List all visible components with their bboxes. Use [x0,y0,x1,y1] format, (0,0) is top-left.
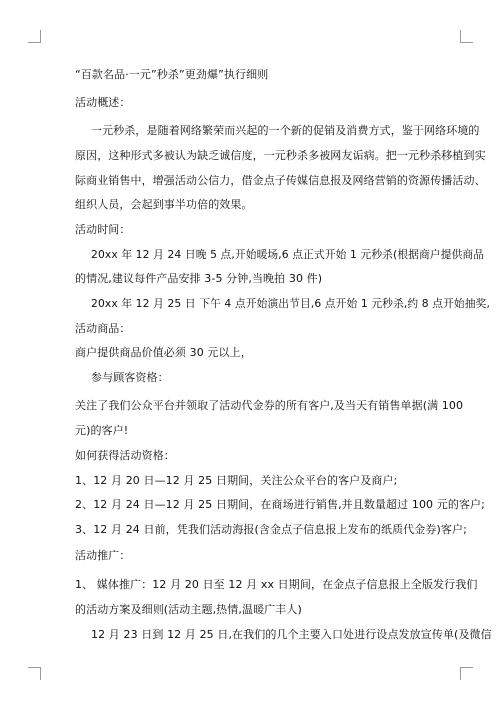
crop-mark-top-right [460,30,473,43]
customer-line: 元)的客户! [75,424,129,437]
goods-text: 商户提供商品价值必须 30 元以上， [75,346,252,359]
customer-heading: 参与顾客资格： [91,371,169,384]
how-heading: 如何获得活动资格： [75,449,175,462]
time-item-line: 的情况,建议每件产品安排 3-5 分钟,当晚拍 30 件) [75,272,323,285]
promo-item-line: 1、 媒体推广：12 月 20 日至 12 月 xx 日期间，在金点子信息报上全版发行我们 [75,578,478,591]
goods-heading: 活动商品： [75,322,131,335]
customer-line: 关注了我们公众平台并领取了活动代金券的所有客户,及当天有销售单据(满 100 [75,399,464,412]
time-heading: 活动时间： [75,223,131,236]
time-item-line: 20xx 年 12 月 25 日 下午 4 点开始演出节目,6 点开始 1 元秒杀,约 8 点开始抽奖, [91,297,490,310]
crop-mark-bottom-left [28,667,41,680]
how-item: 2、12 月 24 日—12 月 25 日期间，在商场进行销售,并且数量超过 100 元的客户; [75,498,485,511]
how-item: 1、12 月 20 日—12 月 25 日期间，关注公众平台的客户及商户; [75,474,398,487]
overview-heading: 活动概述： [75,96,131,109]
crop-mark-top-left [28,30,41,43]
promo-item-line: 12 月 23 日到 12 月 25 日,在我们的几个主要入口处进行设点发放宣传单(及微信 [91,628,492,641]
crop-mark-bottom-right [460,667,473,680]
promo-item-line: 的活动方案及细则(活动主题,热情,温暖广丰人) [75,603,302,616]
time-item-line: 20xx 年 12 月 24 日晚 5 点,开始暖场,6 点正式开始 1 元秒杀(根据商户提供商品 [91,248,485,261]
overview-line: 原因，这种形式多被认为缺乏诚信度，一元秒杀多被网友诟病。把一元秒杀移植到实 [75,149,486,162]
overview-line: 组织人员，会起到事半功倍的效果。 [75,198,253,211]
overview-line: 一元秒杀，是随着网络繁荣而兴起的一个新的促销及消费方式，鉴于网络环境的 [91,124,480,137]
document-title: “百款名品·一元”秒杀”更劲爆”执行细则 [75,68,269,81]
overview-line: 际商业销售中，增强活动公信力，借金点子传媒信息报及网络营销的资源传播活动、 [75,174,486,187]
promo-heading: 活动推广： [75,549,131,562]
how-item: 3、12 月 24 日前，凭我们活动海报(含金点子信息报上发布的纸质代金券)客户; [75,523,467,536]
